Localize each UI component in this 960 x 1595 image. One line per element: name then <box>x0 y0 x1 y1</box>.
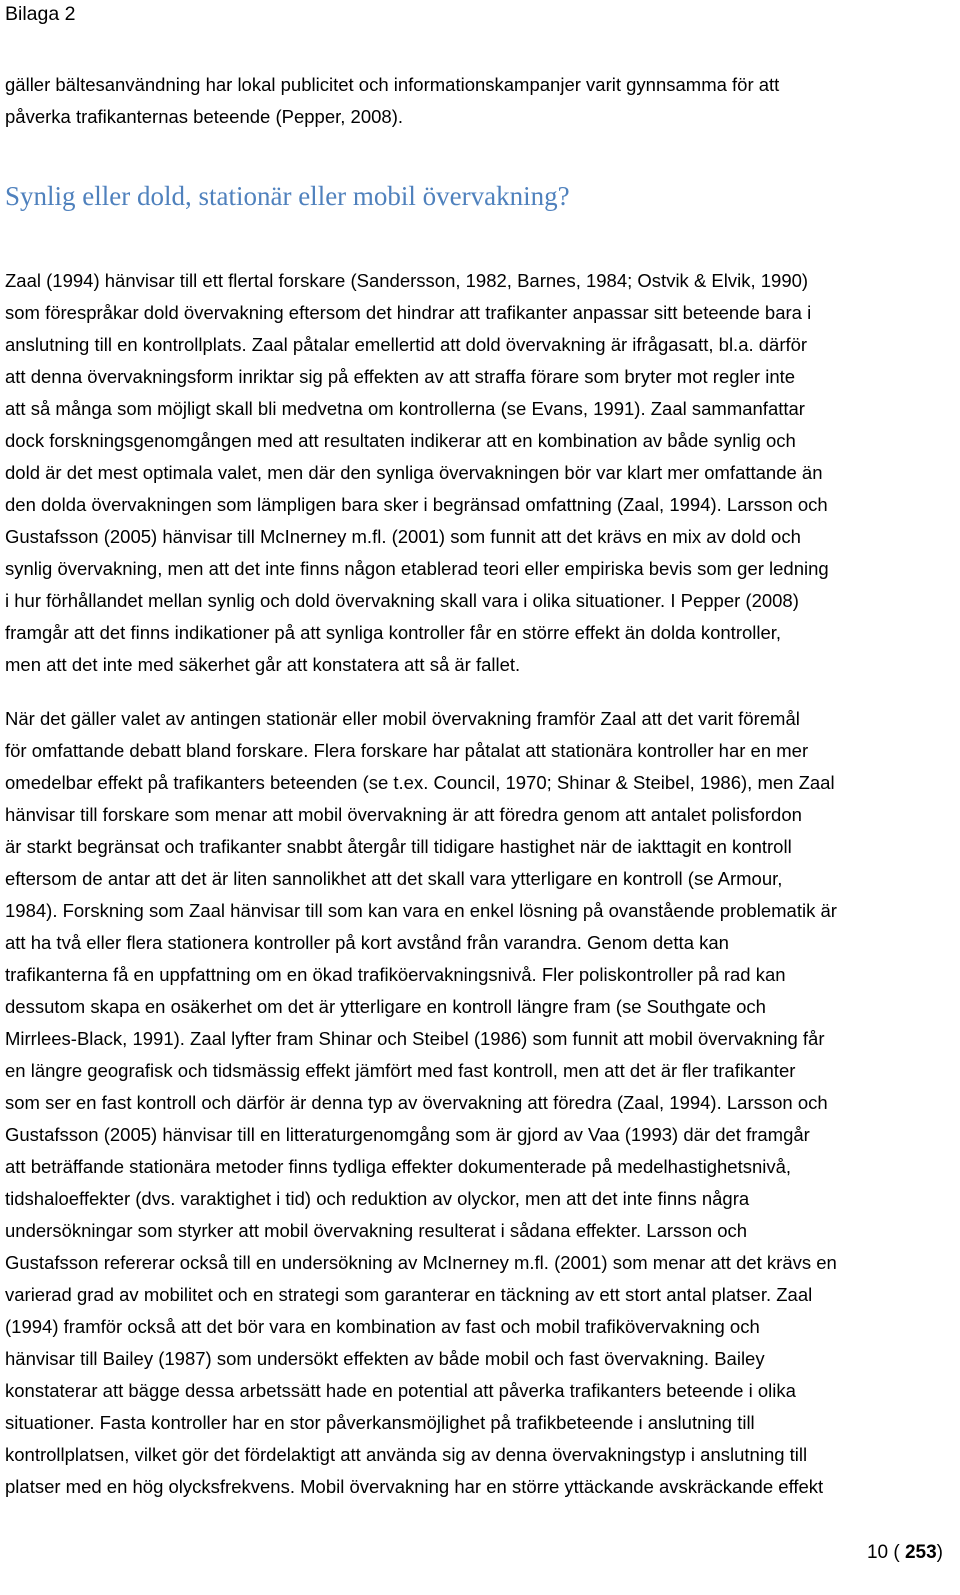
text-line: att beträffande stationära metoder finns tydliga effekter dokumenterade på medelhastighetsnivå, <box>5 1156 792 1177</box>
appendix-label: Bilaga 2 <box>5 3 76 25</box>
text-line: påverka trafikanternas beteende (Pepper, 2008). <box>5 106 404 127</box>
text-line: konstaterar att bägge dessa arbetssätt hade en potential att påverka trafikanters beteende i olika <box>5 1380 796 1401</box>
text-line: 1984). Forskning som Zaal hänvisar till som kan vara en enkel lösning på ovanstående problematik är <box>5 900 837 921</box>
text-line: platser med en hög olycksfrekvens. Mobil övervakning har en större yttäckande avskräckande effekt <box>5 1476 824 1497</box>
page-paren-close: ) <box>936 1542 943 1563</box>
text-line: som ser en fast kontroll och därför är denna typ av övervakning att föredra (Zaal, 1994). Larsson och <box>5 1092 828 1113</box>
page-number-footer <box>867 1540 943 1566</box>
text-line: men att det inte med säkerhet går att konstatera att så är fallet. <box>5 654 521 675</box>
text-line: för omfattande debatt bland forskare. Flera forskare har påtalat att stationära kontroller har en mer <box>5 740 809 761</box>
text-line: att denna övervakningsform inriktar sig på effekten av att straffa förare som bryter mot regler inte <box>5 366 796 387</box>
text-line: framgår att det finns indikationer på att synliga kontroller får en större effekt än dolda kontroller, <box>5 622 782 643</box>
text-line: Gustafsson (2005) hänvisar till en litteraturgenomgång som är gjord av Vaa (1993) där det framgår <box>5 1124 810 1145</box>
text-line: i hur förhållandet mellan synlig och dold övervakning skall vara i olika situationer. I Pepper (2008) <box>5 590 799 611</box>
page-number: 10 <box>866 1542 889 1563</box>
body-paragraph-1 <box>5 265 829 681</box>
text-line: synlig övervakning, men att det inte finns någon etablerad teori eller empiriska bevis som ger ledning <box>5 558 829 579</box>
total-pages: 253 <box>904 1542 937 1563</box>
text-line: När det gäller valet av antingen stationär eller mobil övervakning framför Zaal att det varit föremål <box>5 708 800 729</box>
text-line: att ha två eller flera stationera kontroller på kort avstånd från varandra. Genom detta kan <box>5 932 729 953</box>
text-line: varierad grad av mobilitet och en strategi som garanterar en täckning av ett stort antal platser. Zaal <box>5 1284 813 1305</box>
text-line: en längre geografisk och tidsmässig effekt jämfört med fast kontroll, men att det är fler trafikanter <box>5 1060 796 1081</box>
section-heading: Synlig eller dold, stationär eller mobil övervakning? <box>5 181 570 211</box>
text-line: dold är det mest optimala valet, men där den synliga övervakningen bör var klart mer omfattande än <box>5 462 823 483</box>
text-line: tidshaloeffekter (dvs. varaktighet i tid) och reduktion av olyckor, men att det inte finns några <box>5 1188 750 1209</box>
text-line: undersökningar som styrker att mobil övervakning resulterat i sådana effekter. Larsson och <box>5 1220 748 1241</box>
body-paragraph-2 <box>5 703 837 1503</box>
text-line: den dolda övervakningen som lämpligen bara sker i begränsad omfattning (Zaal, 1994). Larsson och <box>5 494 828 515</box>
text-line: Zaal (1994) hänvisar till ett flertal forskare (Sandersson, 1982, Barnes, 1984; Ostvik & Elvik, 1990) <box>5 270 809 291</box>
page-paren-open: ( <box>888 1542 905 1563</box>
text-line: dock forskningsgenomgången med att resultaten indikerar att en kombination av både synlig och <box>5 430 796 451</box>
text-line: situationer. Fasta kontroller har en stor påverkansmöjlighet på trafikbeteende i anslutning till <box>5 1412 755 1433</box>
intro-paragraph <box>5 69 779 133</box>
text-line: (1994) framför också att det bör vara en kombination av fast och mobil trafikövervakning och <box>5 1316 760 1337</box>
text-line: att så många som möjligt skall bli medvetna om kontrollerna (se Evans, 1991). Zaal sammanfattar <box>5 398 805 419</box>
text-line: hänvisar till Bailey (1987) som undersökt effekten av både mobil och fast övervakning. Bailey <box>5 1348 765 1369</box>
text-line: Mirrlees-Black, 1991). Zaal lyfter fram Shinar och Steibel (1986) som funnit att mobil övervakning får <box>5 1028 825 1049</box>
text-line: kontrollplatsen, vilket gör det fördelaktigt att använda sig av denna övervakningstyp i anslutning till <box>5 1444 808 1465</box>
text-line: Gustafsson refererar också till en undersökning av McInerney m.fl. (2001) som menar att det krävs en <box>5 1252 837 1273</box>
text-line: trafikanterna få en uppfattning om en ökad trafiköervakningsnivå. Fler poliskontroller på rad kan <box>5 964 786 985</box>
text-line: omedelbar effekt på trafikanters beteenden (se t.ex. Council, 1970; Shinar & Steibel, 1986), men Zaal <box>5 772 835 793</box>
text-line: dessutom skapa en osäkerhet om det är ytterligare en kontroll längre fram (se Southgate och <box>5 996 766 1017</box>
text-line: som förespråkar dold övervakning eftersom det hindrar att trafikanter anpassar sitt beteende bara i <box>5 302 812 323</box>
text-line: är starkt begränsat och trafikanter snabbt återgår till tidigare hastighet när de iakttagit en kontroll <box>5 836 792 857</box>
text-line: Gustafsson (2005) hänvisar till McInerney m.fl. (2001) som funnit att det krävs en mix av dold och <box>5 526 801 547</box>
text-line: gäller bältesanvändning har lokal publicitet och informationskampanjer varit gynnsamma för att <box>5 74 780 95</box>
text-line: anslutning till en kontrollplats. Zaal påtalar emellertid att dold övervakning är ifrågasatt, bl.a. därför <box>5 334 808 355</box>
text-line: hänvisar till forskare som menar att mobil övervakning är att föredra genom att antalet polisfordon <box>5 804 802 825</box>
text-line: eftersom de antar att det är liten sannolikhet att det skall vara ytterligare en kontroll (se Armour, <box>5 868 783 889</box>
